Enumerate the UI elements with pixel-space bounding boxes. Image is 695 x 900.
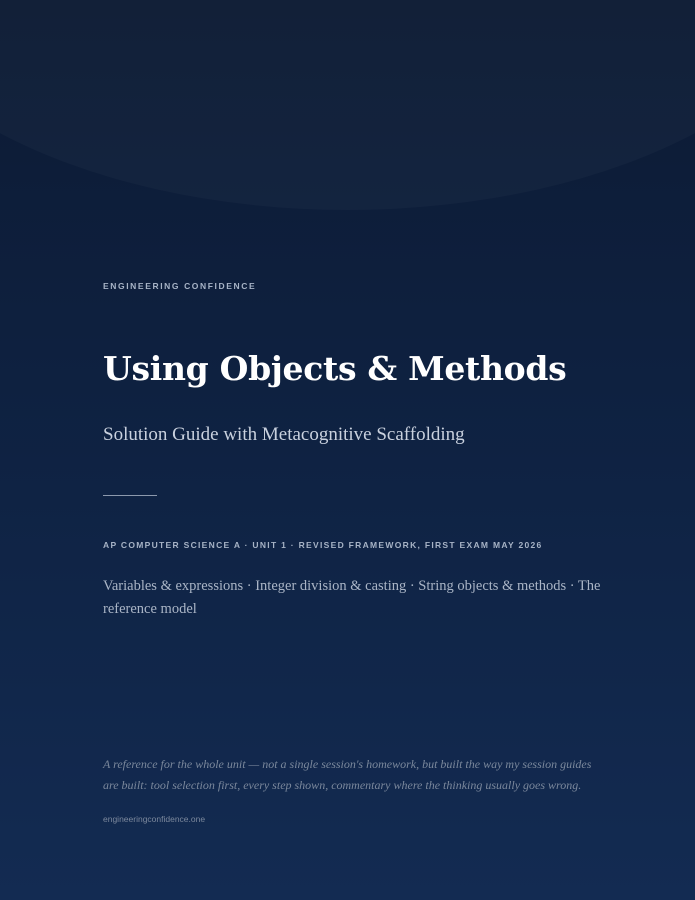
topics-list: Variables & expressions · Integer division & casting · String objects & methods · The reference model [103, 578, 601, 617]
page-subtitle: Solution Guide with Metacognitive Scaffolding [103, 424, 465, 445]
brand-eyebrow: ENGINEERING CONFIDENCE [103, 281, 257, 291]
course-line: AP COMPUTER SCIENCE A · UNIT 1 · REVISED FRAMEWORK, FIRST EXAM MAY 2026 [103, 540, 543, 550]
website-url: engineeringconfidence.one [103, 814, 206, 824]
cover-page [103, 0, 603, 900]
divider-rule [103, 495, 157, 496]
page-title: Using Objects & Methods [103, 349, 567, 388]
tagline: A reference for the whole unit — not a single session's homework, but built the way my session guides are built: tool selection first, every step shown, commentary where the thinking usually goes wrong. [103, 757, 592, 792]
